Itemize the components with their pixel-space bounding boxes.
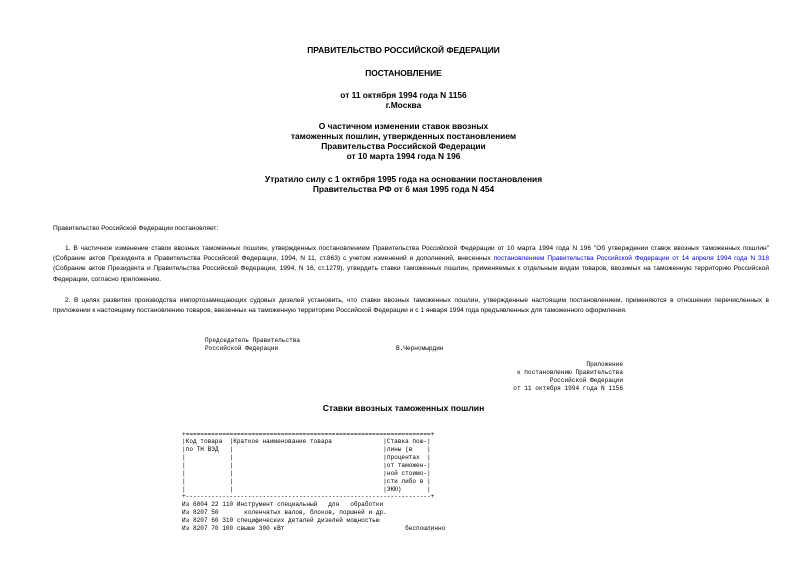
table-border-top: +===================================================================+ (182, 431, 435, 438)
document-title-line: таможенных пошлин, утвержденных постановлением (290, 131, 517, 141)
signature-position-line: Председатель Правительства (205, 337, 301, 344)
appendix-note-line: от 11 октября 1994 года N 1156 (513, 385, 623, 392)
table-border-bottom: +-------------------------------------------------------------------+ (182, 493, 435, 500)
appendix-note-line: Российской Федерации (549, 377, 623, 384)
appendix-note-line: к постановлению Правительства (516, 369, 623, 376)
table-header-row: | | |ной стоимо-| (182, 470, 431, 477)
paragraph-2: 2. В целях развития производства импортозамещающих судовых дизелей установить, что ставки ввозных таможенных пошлин, утвержденные настоящим постановлением, применяются в отношении перечисленных в приложении к настоящему постановлению товаров, ввезенных на таможенную территорию Российской Федерации и с 1 января 1994 года предъявленных для таможенного оформления. (53, 297, 769, 315)
paragraph-1-text-start: 1. В частичное изменение ставок ввозных таможенных пошлин, утвержденных постановлением Правительства Российской Федерации от 10 марта 1994 года N 196 "Об утверждении ставок ввозных таможенных пошлин" (Собрание актов Президента и Правительства Российской Федерации, 1994, N 11, ст.863) с учетом изменений и дополнений, внесенных (53, 245, 769, 263)
document-type: ПОСТАНОВЛЕНИЕ (365, 68, 442, 78)
government-heading: ПРАВИТЕЛЬСТВО РОССИЙСКОЙ ФЕДЕРАЦИИ (307, 45, 500, 55)
document-city: г.Москва (385, 100, 422, 110)
signature-name: В.Черномырдин (396, 345, 444, 352)
resolution-318-link[interactable]: постановлением Правительства Российской Федерации от 14 апреля 1994 года N 318 (493, 255, 769, 263)
table-header-row: |по ТН ВЭД | |лины (в | (182, 446, 431, 453)
document-title-line: Правительства Российской Федерации (321, 141, 486, 151)
signature-position-line: Российской Федерации (205, 345, 279, 352)
table-header-row: | | |ЭКЮ) | (182, 486, 431, 493)
table-row: Из 6804 22 110 Инструмент специальный для обработки (182, 501, 384, 508)
status-note-line: Правительства РФ от 6 мая 1995 года N 454 (312, 184, 495, 194)
table-row: Из 8207 60 310 специфических деталей дизелей мощностью (182, 517, 380, 524)
table-header-row: |Код товара |Краткое наименование товара |Ставка пош-| (182, 438, 431, 445)
document-title-line: О частичном изменении ставок ввозных (318, 121, 489, 131)
document-date-number: от 11 октября 1994 года N 1156 (340, 90, 467, 100)
paragraph-1 (53, 244, 769, 285)
table-header-row: | | |сти либо в | (182, 478, 431, 485)
table-row: Из 8207 70 100 свыше 300 кВт беспошлинно (182, 525, 446, 532)
intro-text: Правительство Российской Федерации постановляет: (53, 225, 219, 232)
document-title-line: от 10 марта 1994 года N 196 (346, 151, 461, 161)
table-title: Ставки ввозных таможенных пошлин (322, 403, 485, 413)
appendix-note-line: Приложение (586, 361, 623, 368)
table-header-row: | | |процентах | (182, 454, 431, 461)
table-header-row: | | |от таможен-| (182, 462, 431, 469)
table-row: Из 8207 50 коленчатых валов, блоков, поршней и др. (182, 509, 387, 516)
status-note-line: Утратило силу с 1 октября 1995 года на основании постановления (264, 174, 543, 184)
paragraph-1-text-end: (Собрание актов Президента и Правительства Российской Федерации, 1994, N 16, ст.1279), утвердить ставки таможенных пошлин, применяемых к отдельным видам товаров, ввозимых на таможенную территорию Российской Федерации, согласно приложению. (53, 265, 769, 283)
